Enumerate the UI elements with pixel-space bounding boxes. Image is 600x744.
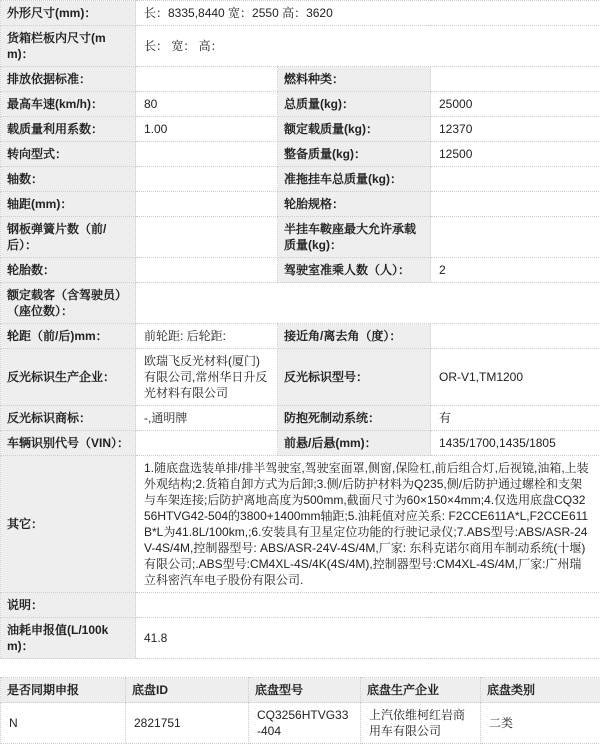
spec-label-cell: 燃料种类： [278,67,431,92]
chassis-header-cell: 底盘ID [126,678,249,703]
spec-label-cell: 反光标识型号： [278,349,431,406]
spec-value-cell: 长： 宽： 高： [136,26,600,67]
spec-value-cell: 有 [431,406,600,431]
chassis-header-cell: 底盘型号 [249,678,361,703]
chassis-table [0,677,600,744]
table-row [1,406,600,431]
spec-label-cell: 其它： [1,456,136,593]
spec-label-cell: 轴数： [1,167,136,192]
spec-value-cell [431,67,600,92]
table-row [1,26,600,67]
spec-value-cell [431,192,600,217]
spec-value-cell [136,593,600,618]
spec-value-cell: 前轮距: 后轮距: [136,324,278,349]
spec-label-cell: 外形尺寸(mm)： [1,1,136,26]
spec-label-cell: 前悬/后悬(mm)： [278,431,431,456]
spec-label-cell: 额定载质量(kg)： [278,117,431,142]
spec-value-cell [431,324,600,349]
spec-value-cell [431,217,600,258]
table-row [1,431,600,456]
chassis-value-cell: N [1,703,126,744]
chassis-table-head [1,678,600,703]
table-row [1,117,600,142]
spec-value-cell [431,167,600,192]
spec-label-cell: 总质量(kg)： [278,92,431,117]
spec-label-cell: 说明： [1,593,136,618]
spec-label-cell: 车辆识别代号（VIN）： [1,431,136,456]
table-row [1,217,600,258]
spec-label-cell: 反光标识生产企业： [1,349,136,406]
spec-label-cell: 驾驶室准乘人数（人）： [278,258,431,283]
chassis-header-cell: 底盘生产企业 [361,678,481,703]
spec-value-cell [136,217,278,258]
spec-label-cell: 排放依据标准： [1,67,136,92]
spec-label-cell: 额定载客（含驾驶员）（座位数）： [1,283,136,324]
spec-value-cell: 41.8 [136,618,600,659]
table-row [1,349,600,406]
table-row [1,324,600,349]
spec-value-cell [136,283,600,324]
spec-label-cell: 轮胎规格： [278,192,431,217]
spec-label-cell: 整备质量(kg)： [278,142,431,167]
table-row [1,167,600,192]
spec-label-cell: 最高车速(km/h)： [1,92,136,117]
table-row [1,142,600,167]
spec-value-cell: 1435/1700,1435/1805 [431,431,600,456]
table-gap [0,659,600,677]
chassis-value-cell: 2821751 [126,703,249,744]
spec-value-cell: 25000 [431,92,600,117]
spec-value-cell: 80 [136,92,278,117]
spec-value-cell: 12370 [431,117,600,142]
spec-value-cell: 1.00 [136,117,278,142]
spec-value-cell [136,167,278,192]
table-row [1,618,600,659]
spec-label-cell: 轮距（前/后)mm： [1,324,136,349]
table-row [1,192,600,217]
table-row [1,92,600,117]
spec-label-cell: 转向型式： [1,142,136,167]
spec-label-cell: 油耗申报值(L/100km)： [1,618,136,659]
spec-value-cell: 1.随底盘选装单排/排半驾驶室,驾驶室面罩,侧窗,保险杠,前后组合灯,后视镜,油箱,上装外观结构;2.货箱自卸方式为后卸;3.侧/后防护材料为Q235,侧/后防护通过螺栓和支架与车架连接;后防护离地高度为500mm,截面尺寸为60×150×4mm;4.仅选用底盘CQ3256HTVG42-504的3800+1400mm轴距;5.油耗值对应关系: F2CCE611A*L,F2CCE611B*L为41.8L/100km,;6.安装具有卫星定位功能的行驶记录仪;7.ABS型号:ABS/ASR-24V-4S/4M,控制器型号: ABS/ASR-24V-4S/4M,厂家: 东科克诺尔商用车制动系统(十堰)有限公司;.ABS型号:CM4XL-4S/4K(4S/4M),控制器型号:CM4XL-4S/4M,厂家:广州瑞立科密汽车电子股份有限公司. [136,456,600,593]
spec-value-cell: OR-V1,TM1200 [431,349,600,406]
spec-label-cell: 轮胎数： [1,258,136,283]
spec-table-body [1,1,600,659]
spec-label-cell: 轴距(mm)： [1,192,136,217]
spec-label-cell: 载质量利用系数： [1,117,136,142]
chassis-table-body [1,703,600,744]
spec-label-cell: 反光标识商标： [1,406,136,431]
table-row [1,1,600,26]
spec-value-cell: 长：8335,8440 宽：2550 高：3620 [136,1,600,26]
chassis-header-cell: 是否同期申报 [1,678,126,703]
table-row [1,67,600,92]
spec-value-cell [136,142,278,167]
chassis-header-cell: 底盘类别 [481,678,600,703]
spec-value-cell: 欧瑞飞反光材料(厦门)有限公司,常州华日升反光材料有限公司 [136,349,278,406]
spec-label-cell: 半挂车鞍座最大允许承载质量(kg)： [278,217,431,258]
table-row [1,283,600,324]
table-row [1,593,600,618]
table-row [1,258,600,283]
spec-value-cell: -,通明牌 [136,406,278,431]
chassis-header-row [1,678,600,703]
spec-label-cell: 准拖挂车总质量(kg)： [278,167,431,192]
spec-value-cell [136,258,278,283]
chassis-value-cell: CQ3256HTVG33-404 [249,703,361,744]
spec-label-cell: 防抱死制动系统： [278,406,431,431]
table-row [1,456,600,593]
spec-value-cell: 12500 [431,142,600,167]
spec-value-cell [136,192,278,217]
chassis-value-cell: 上汽依维柯红岩商用车有限公司 [361,703,481,744]
spec-value-cell: 2 [431,258,600,283]
spec-value-cell [136,67,278,92]
spec-value-cell [136,431,278,456]
spec-label-cell: 接近角/离去角（度）： [278,324,431,349]
table-row [1,703,600,744]
spec-label-cell: 货箱栏板内尺寸(mm)： [1,26,136,67]
chassis-value-cell: 二类 [481,703,600,744]
spec-label-cell: 钢板弹簧片数（前/后）： [1,217,136,258]
